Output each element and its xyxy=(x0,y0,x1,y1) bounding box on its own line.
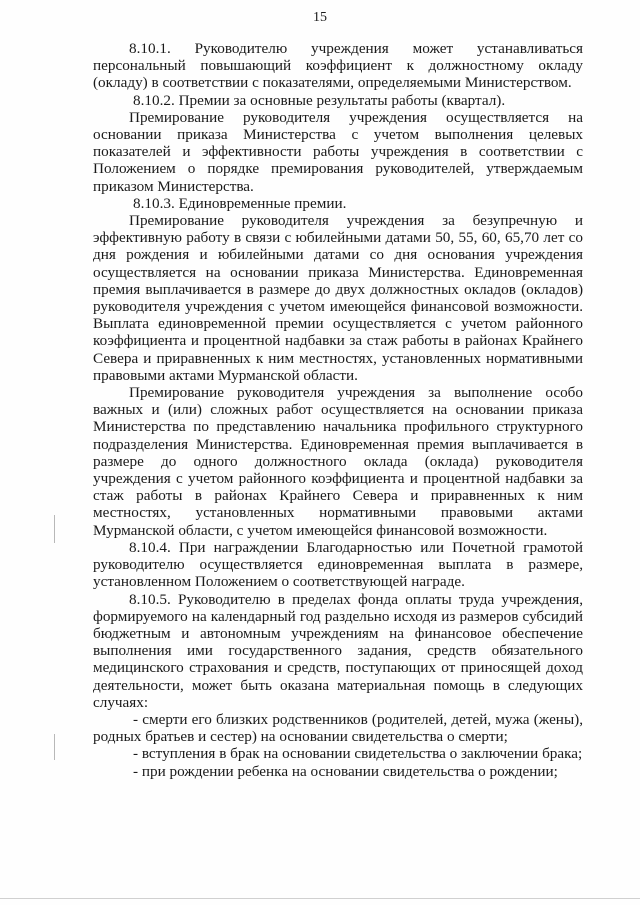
list-item-death: - смерти его близких родственников (родителей, детей, мужа (жены), родных братьев и сестер) на основании свидетельства о смерти; xyxy=(93,710,583,746)
margin-mark xyxy=(54,734,55,760)
page-bottom-edge xyxy=(0,898,640,899)
list-item-marriage: - вступления в брак на основании свидетельства о заключении брака; xyxy=(133,745,583,763)
paragraph-8-10-3-special-work: Премирование руководителя учреждения за выполнение особо важных и (или) сложных работ осуществляется на основании приказа Министерства по представлению начальника профильного структурного подразделения Министерства. Единовременная премия выплачивается в размере до одного должностного оклада (оклада) руководителя учреждения с учетом районного коэффициента и процентной надбавки за стаж работы в районах Крайнего Севера и приравненных к ним местностях, установленных нормативными правовыми актами Мурманской области, с учетом имеющейся финансовой возможности. xyxy=(93,384,583,539)
clause-8-10-1: 8.10.1. Руководителю учреждения может устанавливаться персональный повышающий коэффициент к должностному окладу (окладу) в соответствии с показателями, определяемыми Министерством. xyxy=(93,40,583,92)
page-number: 15 xyxy=(313,10,327,25)
document-body xyxy=(93,40,583,780)
list-item-birth: - при рождении ребенка на основании свидетельства о рождении; xyxy=(133,762,558,780)
clause-8-10-4: 8.10.4. При награждении Благодарностью или Почетной грамотой руководителю осуществляется единовременная выплата в размере, установленном Положением о соответствующей награде. xyxy=(93,538,583,591)
paragraph-8-10-2-body: Премирование руководителя учреждения осуществляется на основании приказа Министерства с учетом выполнения целевых показателей и эффективности работы учреждения в соответствии с Положением о порядке премирования руководителей, утверждаемым приказом Министерства. xyxy=(93,108,583,195)
clause-8-10-5: 8.10.5. Руководителю в пределах фонда оплаты труда учреждения, формируемого на календарный год раздельно исходя из размеров субсидий бюджетным и автономным учреждениям на финансовое обеспечение выполнения ими государственного задания, средств обязательного медицинского страхования и средств, поступающих от приносящей доход деятельности, может быть оказана материальная помощь в следующих случаях: xyxy=(93,590,583,711)
margin-mark xyxy=(54,515,55,543)
heading-8-10-2: 8.10.2. Премии за основные результаты работы (квартал). xyxy=(133,91,506,109)
heading-8-10-3: 8.10.3. Единовременные премии. xyxy=(133,194,347,212)
paragraph-8-10-3-jubilee: Премирование руководителя учреждения за безупречную и эффективную работу в связи с юбилейными датами 50, 55, 60, 65,70 лет со дня рождения и юбилейными датами со дня основания учреждения осуществляется на основании приказа Министерства. Единовременная премия выплачивается в размере до двух должностных окладов (окладов) руководителя учреждения с учетом имеющейся финансовой возможности. Выплата единовременной премии осуществляется с учетом районного коэффициента и процентной надбавки за стаж работы в районах Крайнего Севера и приравненных к ним местностях, установленных нормативными правовыми актами Мурманской области. xyxy=(93,212,583,384)
